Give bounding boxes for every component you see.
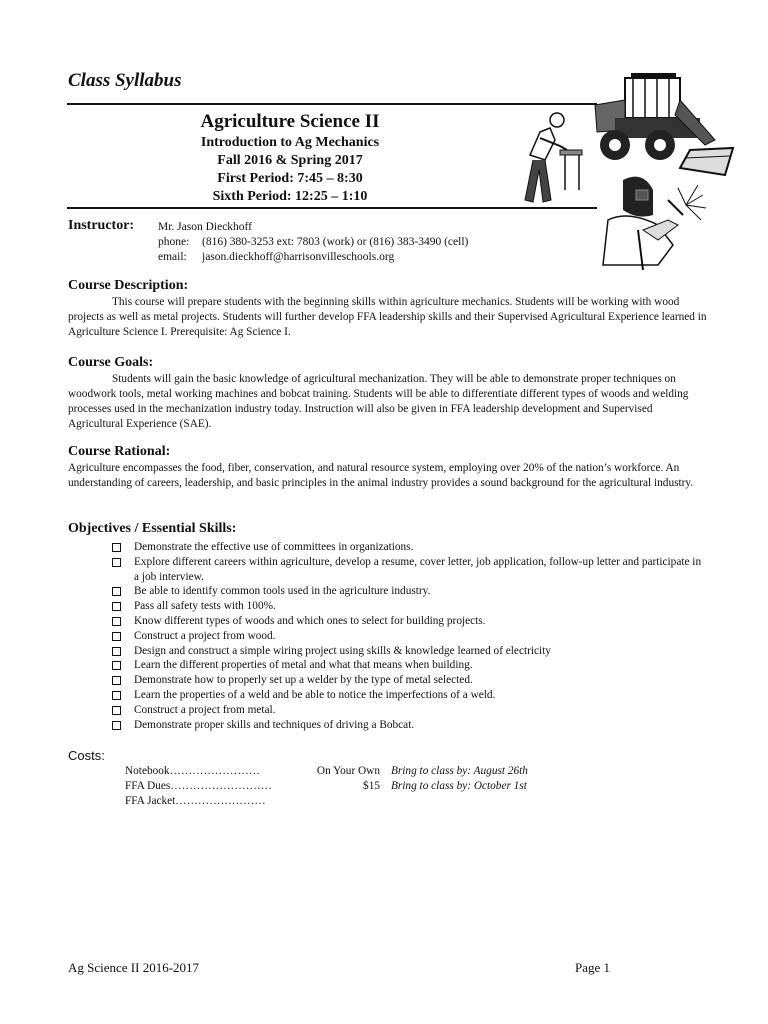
cost-note: Bring to class by: October 1st bbox=[391, 780, 527, 792]
email-label: email: bbox=[158, 251, 187, 263]
checkbox-icon bbox=[112, 558, 121, 567]
doc-title: Class Syllabus bbox=[68, 70, 182, 91]
costs-heading: Costs: bbox=[68, 748, 105, 763]
instructor-name: Mr. Jason Dieckhoff bbox=[158, 221, 253, 233]
list-item: Learn the different properties of metal and what that means when building. bbox=[68, 658, 708, 673]
list-item: Demonstrate proper skills and techniques of driving a Bobcat. bbox=[68, 718, 708, 733]
objectives bbox=[68, 520, 708, 732]
list-item: Demonstrate how to properly set up a welder by the type of metal selected. bbox=[68, 673, 708, 688]
list-item: Demonstrate the effective use of committees in organizations. bbox=[68, 540, 708, 555]
phone-value: (816) 380-3253 ext: 7803 (work) or (816) 383-3490 (cell) bbox=[202, 236, 469, 248]
checkbox-icon bbox=[112, 691, 121, 700]
checkbox-icon bbox=[112, 543, 121, 552]
course-goals bbox=[68, 354, 708, 432]
checkbox-icon bbox=[112, 647, 121, 656]
cost-item: FFA Jacket…………………… bbox=[125, 795, 266, 807]
list-item: Know different types of woods and which ones to select for building projects. bbox=[68, 614, 708, 629]
cost-amount: $15 bbox=[363, 780, 380, 792]
description-text: This course will prepare students with the beginning skills within agriculture mechanics. Students will be working with wood projects as well as metal projects. Students will further develop FFA leadership skills and their Supervised Agricultural Experience learned in Agriculture Science I. Prerequisite: Ag Science I. bbox=[68, 296, 707, 338]
objectives-list bbox=[68, 540, 708, 732]
list-item: Pass all safety tests with 100%. bbox=[68, 599, 708, 614]
objectives-heading: Objectives / Essential Skills: bbox=[68, 521, 237, 536]
phone-row bbox=[158, 235, 618, 250]
course-subtitle: Introduction to Ag Mechanics bbox=[200, 135, 380, 150]
first-period: First Period: 7:45 – 8:30 bbox=[217, 171, 363, 186]
cost-row bbox=[68, 780, 668, 795]
costs bbox=[68, 748, 668, 810]
page-number: Page 1 bbox=[574, 960, 610, 975]
checkbox-icon bbox=[112, 661, 121, 670]
woodworker-icon bbox=[505, 110, 585, 210]
cost-amount: On Your Own bbox=[316, 765, 380, 777]
footer-course: Ag Science II 2016-2017 bbox=[68, 960, 200, 975]
cost-note: Bring to class by: August 26th bbox=[391, 765, 528, 777]
cost-item: FFA Dues……………………… bbox=[125, 780, 272, 792]
page-footer bbox=[68, 960, 610, 976]
checkbox-icon bbox=[112, 602, 121, 611]
checkbox-icon bbox=[112, 721, 121, 730]
checkbox-icon bbox=[112, 676, 121, 685]
course-rational bbox=[68, 443, 708, 491]
rational-text: Agriculture encompasses the food, fiber, conservation, and natural resource system, employing over 20% of the nation’s workforce. An understanding of careers, leadership, and basic principles in the animal industry provides a sound background for the agricultural industry. bbox=[68, 462, 694, 489]
email-row bbox=[158, 250, 618, 265]
rational-heading: Course Rational: bbox=[68, 444, 171, 459]
checkbox-icon bbox=[112, 617, 121, 626]
list-item: Learn the properties of a weld and be able to notice the imperfections of a weld. bbox=[68, 688, 708, 703]
checkbox-icon bbox=[112, 587, 121, 596]
course-heading bbox=[150, 110, 430, 206]
top-divider bbox=[67, 103, 597, 105]
list-item: Be able to identify common tools used in the agriculture industry. bbox=[68, 584, 708, 599]
checkbox-icon bbox=[112, 706, 121, 715]
list-item: Design and construct a simple wiring project using skills & knowledge learned of electricity bbox=[68, 644, 708, 659]
description-heading: Course Description: bbox=[68, 278, 189, 293]
course-title: Agriculture Science II bbox=[200, 111, 380, 132]
sixth-period: Sixth Period: 12:25 – 1:10 bbox=[212, 189, 368, 204]
cost-row bbox=[68, 795, 668, 810]
cost-row bbox=[68, 765, 668, 780]
skid-steer-loader-icon bbox=[585, 70, 735, 180]
list-item: Explore different careers within agriculture, develop a resume, cover letter, job application, follow-up letter and participate in a job interview. bbox=[68, 555, 708, 585]
checkbox-icon bbox=[112, 632, 121, 641]
goals-text: Students will gain the basic knowledge of agricultural mechanization. They will be able to demonstrate proper techniques on woodwork tools, metal working machines and bobcat training. Students will be able to differentiate different types of woods and welding processes used in the mechanization industry today. Instruction will also be given in FFA leadership development and Supervised Agricultural Experience (SAE). bbox=[68, 373, 689, 430]
cost-item: Notebook…………………… bbox=[125, 765, 260, 777]
goals-heading: Course Goals: bbox=[68, 355, 154, 370]
list-item: Construct a project from wood. bbox=[68, 629, 708, 644]
course-description bbox=[68, 277, 708, 340]
email-value[interactable]: jason.dieckhoff@harrisonvilleschools.org bbox=[202, 251, 395, 263]
list-item: Construct a project from metal. bbox=[68, 703, 708, 718]
phone-label: phone: bbox=[158, 236, 190, 248]
course-term: Fall 2016 & Spring 2017 bbox=[217, 153, 363, 168]
instructor-label: Instructor: bbox=[68, 218, 135, 233]
